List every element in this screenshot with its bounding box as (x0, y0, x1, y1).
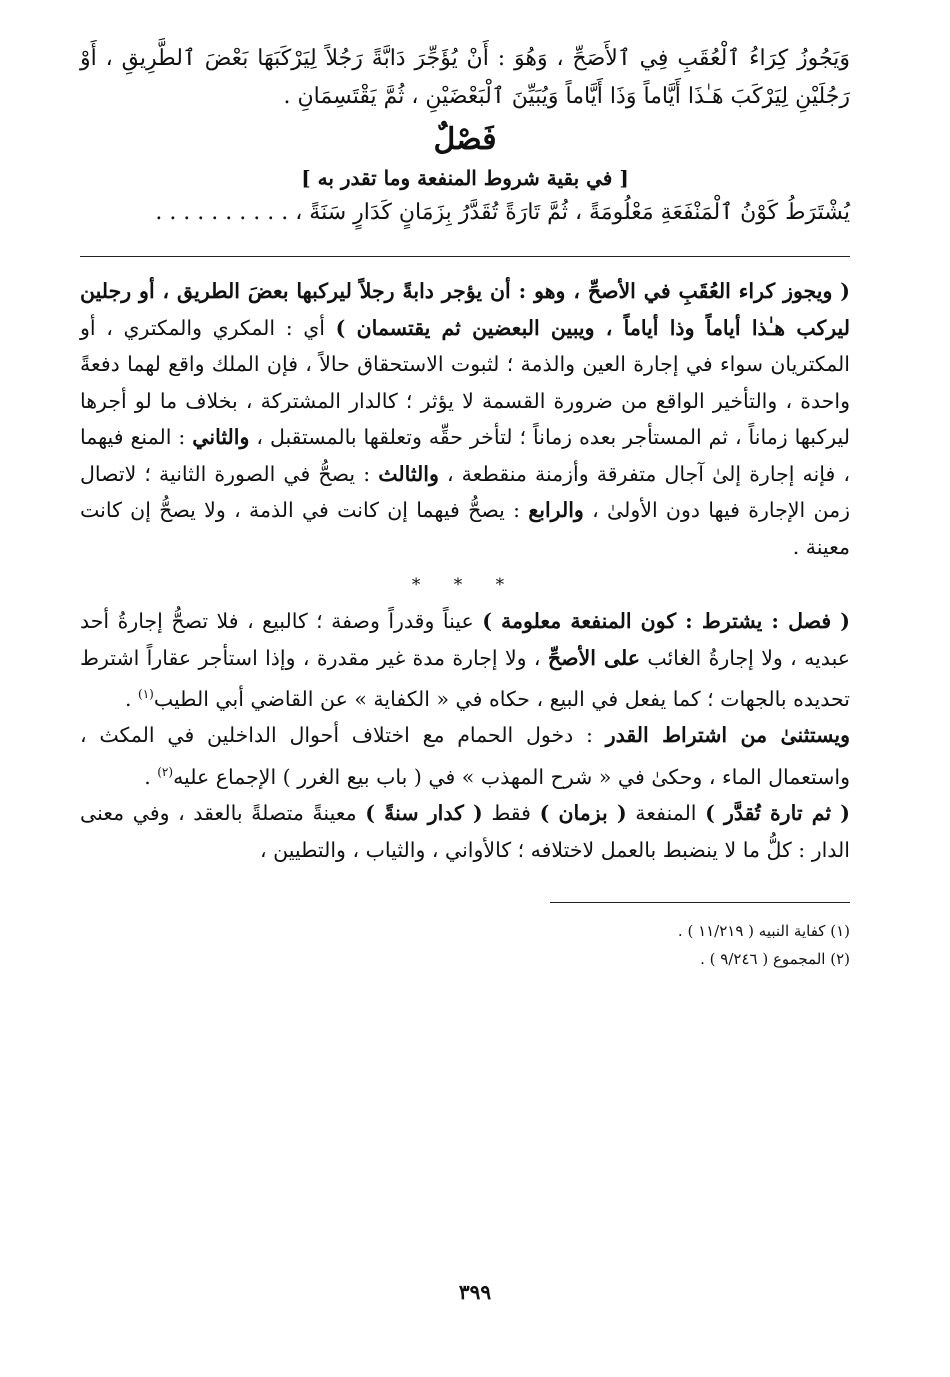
commentary-text: أي : المكري والمكتري ، أو المكتريان سواء في إجارة العين والذمة ؛ لثبوت الاستحقاق حالاً ، فإن الملك واقع لهما دفعةً واحدة ، والتأخير الواقع من ضرورة القسمة لا يؤثر ؛ كالدار المشتركة ، بخلاف ما لو أجرها ليركبها زماناً ، ثم المستأجر بعده زماناً ؛ لتأخر حقِّه وتعلقها بالمستقبل ، (80, 315, 850, 449)
footnote-number: (٢) (830, 950, 850, 969)
commentary-text: : المنع فيهما ، فإنه إجارة إلىٰ آجال متفرقة وأزمنة منقطعة ، (80, 425, 850, 486)
footnote-number: (١) (830, 922, 850, 941)
opinion-label: والرابع (528, 498, 584, 522)
commentary-text: فقط (482, 801, 540, 826)
sharh-paragraph-2 (80, 603, 850, 717)
section-divider (80, 256, 850, 257)
sharh-paragraph-3 (80, 717, 850, 795)
commentary-text: عيناً وقدراً وصفة ؛ كالبيع ، فلا تصحُّ إجارةُ أحد عبديه ، ولا إجارةُ الغائب (80, 609, 850, 670)
commentary-text: : يصحُّ في الصورة الثانية ؛ لاتصال زمن الإجارة فيها دون الأولىٰ ، (80, 461, 850, 522)
commentary-text: . (124, 686, 138, 711)
footnote-divider (550, 902, 850, 903)
matn-paragraph-2: يُشْتَرَطُ كَوْنُ ٱلْمَنْفَعَةِ مَعْلُومَةً ، ثُمَّ تَارَةً تُقَدَّرُ بِزَمَانٍ كَدَارٍ سَنَةً ، . . . . . . . . . . (155, 200, 850, 225)
matn-section (80, 40, 850, 232)
separator-stars: * * * (411, 575, 519, 595)
opinion-label: على الأصحِّ (547, 645, 640, 670)
commentary-text: : يصحُّ فيهما إن كانت في الذمة ، ولا يصحُّ إن كانت معينة . (80, 498, 850, 559)
page-number: ٣٩٩ (458, 1280, 492, 1304)
quoted-matn: ( فصل : يشترط : كون المنفعة معلومة ) (482, 609, 850, 633)
sharh-section (80, 273, 850, 868)
fasl-subtitle: [ في بقية شروط المنفعة وما تقدر به ] (301, 166, 629, 190)
footnote-ref-1[interactable]: (١) (138, 687, 154, 701)
commentary-text: معينةً متصلةً بالعقد ، وفي معنى الدار : كلُّ ما لا ينضبط بالعمل لاختلافه ؛ كالأواني ، والثياب ، والتطيين ، (80, 801, 850, 862)
sharh-paragraph-1 (80, 273, 850, 565)
footnote-item (80, 917, 850, 945)
commentary-text: ، ولا إجارة مدة غير مقدرة ، وإذا استأجر عقاراً اشترط تحديده بالجهات ؛ كما يفعل في البيع ، حكاه في « الكفاية » عن القاضي أبي الطيب (80, 645, 850, 711)
quoted-matn: ( ثم تارة تُقدَّر ) (705, 801, 850, 826)
opinion-label: والثالث (378, 461, 439, 486)
commentary-text: : دخول الحمام مع اختلاف أحوال الداخلين في المكث ، واستعمال الماء ، وحكىٰ في « شرح المهذب » في ( باب بيع الغرر ) الإجماع عليه (80, 723, 850, 789)
footnote-text: المجموع ( ٩/٢٤٦ ) . (700, 950, 826, 969)
quoted-matn: ( بزمان ) (539, 801, 627, 826)
footnote-text: كفاية النبيه ( ١١/٢١٩ ) . (677, 922, 826, 941)
commentary-text: . (144, 764, 158, 789)
quoted-matn: ( كدار سنةً ) (365, 801, 483, 826)
opinion-label: والثاني (192, 425, 250, 449)
fasl-heading: فَصْلٌ (433, 122, 497, 157)
matn-paragraph-1: وَيَجُوزُ كِرَاءُ ٱلْعُقَبِ فِي ٱلأَصَحِّ ، وَهُوَ : أَنْ يُؤَجِّرَ دَابَّةً رَجُلاً لِيَرْكَبَهَا بَعْضَ ٱلطَّرِيقِ ، أَوْ رَجُلَيْنِ لِيَرْكَبَ هَـٰذَا أَيَّاماً وَذَا أَيَّاماً وَيُبَيِّنَ ٱلْبَعْضَيْنِ ، ثُمَّ يَقْتَسِمَانِ . (80, 46, 850, 109)
sharh-paragraph-4 (80, 795, 850, 868)
commentary-text: المنفعة (626, 801, 706, 826)
quoted-matn: ويستثنىٰ من اشتراط القدر (605, 723, 851, 748)
footnote-ref-2[interactable]: (٢) (157, 764, 174, 779)
footnote-item (80, 945, 850, 973)
footnotes (80, 917, 850, 973)
quoted-matn: ( ويجوز كراء العُقَبِ في الأصحِّ ، وهو : أن يؤجر دابةً رجلاً ليركبها بعضَ الطريق ، أو رجلين ليركب هـٰذا أياماً وذا أياماً ، ويبين البعضين ثم يقتسمان ) (80, 279, 850, 340)
